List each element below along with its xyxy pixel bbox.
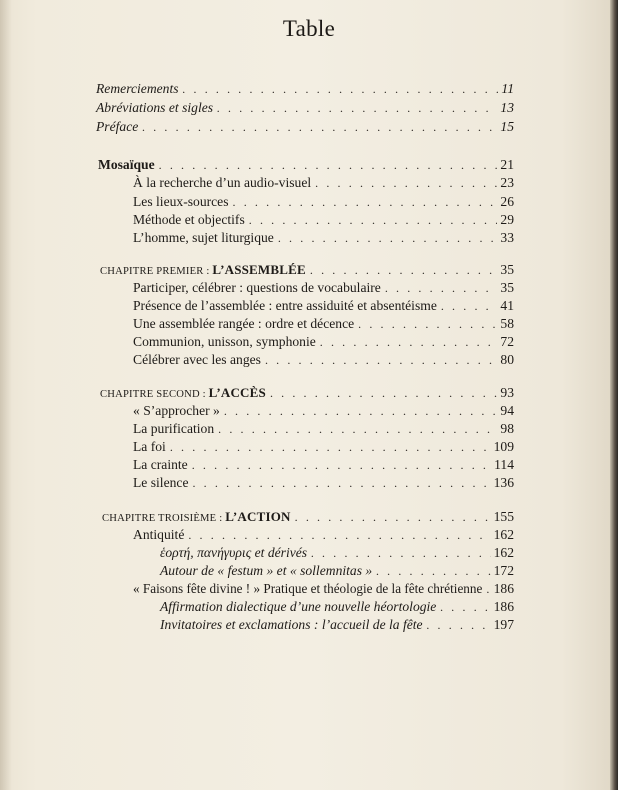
toc-entry	[133, 351, 514, 369]
toc-entry-label: La purification	[133, 421, 215, 436]
toc-entry-label: Le silence	[133, 475, 189, 490]
toc-heading-chapitre-second	[100, 384, 514, 403]
toc-entry-page: 162	[493, 545, 514, 560]
toc-heading-chapitre-premier	[100, 261, 514, 280]
toc-entry	[133, 211, 514, 229]
chapter-title: L’ASSEMBLÉE	[212, 262, 306, 277]
toc-entry-page: 29	[500, 212, 514, 227]
leader-dots	[310, 262, 498, 279]
toc-entry-page: 15	[500, 119, 514, 134]
leader-dots	[142, 119, 497, 136]
toc-heading-page: 35	[500, 262, 514, 277]
toc-subentry	[160, 544, 514, 562]
toc-entry	[133, 193, 514, 211]
leader-dots	[159, 157, 498, 174]
leader-dots	[192, 475, 490, 492]
chapter-prefix: CHAPITRE TROISIÈME :	[102, 513, 226, 524]
toc-entry-page: 41	[500, 298, 514, 313]
toc-entry-page: 11	[501, 81, 514, 96]
toc-entry-label: « Faisons fête divine ! » Pratique et théologie de la fête chrétienne	[133, 581, 483, 596]
chapter-prefix: CHAPITRE SECOND :	[100, 389, 209, 400]
toc-entry-label: Autour de « festum » et « sollemnitas »	[160, 563, 373, 578]
toc-entry-page: 23	[500, 175, 514, 190]
toc-heading-page: 21	[500, 157, 514, 172]
toc-entry-label: Une assemblée rangée : ordre et décence	[133, 316, 355, 331]
leader-dots	[311, 545, 491, 562]
leader-dots	[188, 527, 490, 544]
leader-dots	[278, 230, 498, 247]
toc-entry-label: La foi	[133, 439, 166, 454]
toc-entry-abreviations	[96, 99, 514, 117]
toc-heading-label	[100, 384, 266, 403]
leader-dots	[170, 439, 491, 456]
leader-dots	[192, 457, 491, 474]
toc-entry-page: 13	[500, 100, 514, 115]
leader-dots	[249, 212, 498, 229]
toc-entry-label: Abréviations et sigles	[96, 100, 214, 115]
leader-dots	[320, 334, 498, 351]
toc-entry-page: 35	[500, 280, 514, 295]
leader-dots	[486, 581, 490, 598]
leader-dots	[315, 175, 497, 192]
toc-heading-label: Mosaïque	[98, 157, 155, 172]
leader-dots	[358, 316, 497, 333]
toc-entry-label: Présence de l’assemblée : entre assiduité et absentéisme	[133, 298, 437, 313]
toc-entry-page: 72	[500, 334, 514, 349]
toc-heading-chapitre-troisieme	[102, 508, 514, 527]
toc-entry-page: 26	[500, 194, 514, 209]
toc-entry-page: 58	[500, 316, 514, 331]
toc-entry-page: 136	[493, 475, 514, 490]
leader-dots	[218, 421, 497, 438]
toc-entry-label: Les lieux-sources	[133, 194, 229, 209]
toc-entry	[133, 526, 514, 544]
toc-entry	[133, 333, 514, 351]
leader-dots	[295, 509, 491, 526]
toc-entry-page: 109	[493, 439, 514, 454]
toc-entry-page: 186	[493, 599, 514, 614]
toc-heading-label	[102, 508, 291, 527]
toc-entry-label: Communion, unisson, symphonie	[133, 334, 316, 349]
toc-entry	[133, 438, 514, 456]
toc-heading-page: 93	[500, 385, 514, 400]
toc-entry-page: 186	[493, 581, 514, 596]
toc-entry-page: 33	[500, 230, 514, 245]
toc-entry-page: 80	[500, 352, 514, 367]
toc-entry	[133, 580, 514, 598]
toc-entry-page: 172	[493, 563, 514, 578]
toc-entry-label: Célébrer avec les anges	[133, 352, 261, 367]
toc-entry-label: Invitatoires et exclamations : l’accueil de la fête	[160, 617, 423, 632]
toc-entry-label: Méthode et objectifs	[133, 212, 245, 227]
toc-entry-label: Remerciements	[96, 81, 179, 96]
toc-entry-label: La crainte	[133, 457, 188, 472]
toc-subentry	[160, 616, 514, 634]
toc-entry-label: Participer, célébrer : questions de vocabulaire	[133, 280, 381, 295]
toc-entry	[133, 402, 514, 420]
toc-entry-page: 162	[493, 527, 514, 542]
toc-entry	[133, 474, 514, 492]
page-title: Table	[282, 16, 336, 41]
toc-entry-label: L’homme, sujet liturgique	[133, 230, 274, 245]
toc-entry	[133, 456, 514, 474]
chapter-title: L’ACCÈS	[208, 385, 266, 400]
toc-entry-label: Préface	[96, 119, 139, 134]
toc-heading-mosaique	[98, 156, 514, 174]
chapter-prefix: CHAPITRE PREMIER :	[100, 266, 213, 277]
leader-dots	[385, 280, 498, 297]
toc-entry-label: Affirmation dialectique d’une nouvelle héortologie	[160, 599, 437, 614]
leader-dots	[265, 352, 497, 369]
toc-entry	[133, 315, 514, 333]
leader-dots	[441, 298, 498, 315]
toc-entry-page: 98	[500, 421, 514, 436]
toc-subentry	[160, 598, 514, 616]
leader-dots	[183, 81, 499, 98]
toc-entry-page: 114	[494, 457, 514, 472]
toc-subentry	[160, 562, 514, 580]
leader-dots	[224, 403, 498, 420]
leader-dots	[376, 563, 490, 580]
toc-entry-page: 197	[493, 617, 514, 632]
toc-entry-preface	[96, 118, 514, 136]
toc-heading-page: 155	[493, 509, 514, 524]
leader-dots	[270, 385, 497, 402]
toc-entry-label: Antiquité	[133, 527, 185, 542]
toc-entry-page: 94	[500, 403, 514, 418]
chapter-title: L’ACTION	[225, 509, 291, 524]
toc-entry-label: ἑορτή, πανήγυρις et dérivés	[160, 545, 308, 560]
toc-entry-label: À la recherche d’un audio-visuel	[133, 175, 312, 190]
toc-entry	[133, 174, 514, 192]
toc-entry-label: « S’approcher »	[133, 403, 220, 418]
toc-entry	[133, 420, 514, 438]
toc-heading-label	[100, 261, 306, 280]
toc-entry	[133, 279, 514, 297]
leader-dots	[440, 599, 490, 616]
toc-entry	[133, 297, 514, 315]
leader-dots	[217, 100, 497, 117]
leader-dots	[427, 617, 491, 634]
toc-entry	[133, 229, 514, 247]
leader-dots	[233, 194, 498, 211]
toc-entry-remerciements	[96, 80, 514, 98]
